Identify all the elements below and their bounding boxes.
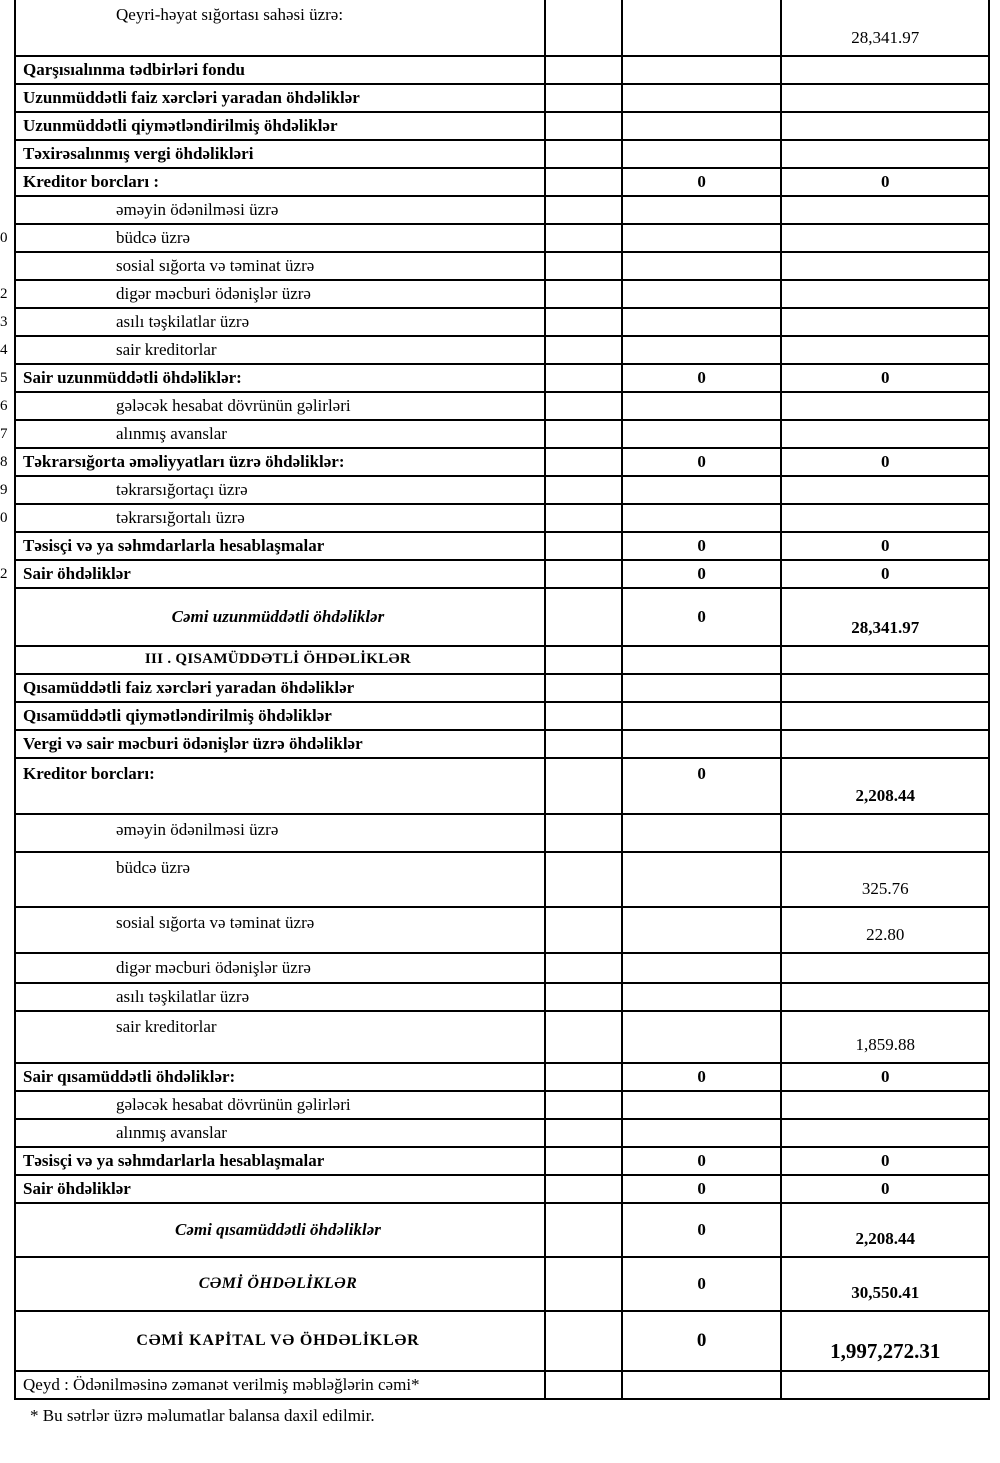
row-label: Sair öhdəliklər (16, 561, 546, 587)
table-row (16, 561, 990, 589)
row-label: təkrarsığortalı üzrə (16, 505, 546, 531)
table-row (16, 393, 990, 421)
value-column-1-cell (623, 731, 783, 757)
value-column-2-cell (782, 113, 990, 139)
value-column-1-cell (623, 0, 783, 55)
value-column-2-cell: 0 (782, 449, 990, 475)
value-column-2-cell (782, 57, 990, 83)
row-label: əməyin ödənilməsi üzrə (16, 197, 546, 223)
row-label: asılı təşkilatlar üzrə (16, 984, 546, 1010)
row-label: CƏMİ ÖHDƏLİKLƏR (16, 1258, 546, 1310)
value-column-2-cell: 30,550.41 (782, 1258, 990, 1310)
row-label: Təsisçi və ya səhmdarlarla hesablaşmalar (16, 1148, 546, 1174)
value-column-2-cell: 28,341.97 (782, 589, 990, 645)
empty-column-cell (546, 954, 623, 982)
value-column-2-cell (782, 253, 990, 279)
table-row (16, 703, 990, 731)
table-row (16, 908, 990, 954)
value-column-1-cell (623, 647, 783, 673)
table-row (16, 731, 990, 759)
value-column-2-cell (782, 225, 990, 251)
value-column-1-cell (623, 421, 783, 447)
table-row (16, 1372, 990, 1400)
value-column-2-cell: 22.80 (782, 908, 990, 952)
table-row (16, 1012, 990, 1064)
empty-column-cell (546, 113, 623, 139)
empty-column-cell (546, 365, 623, 391)
empty-column-cell (546, 759, 623, 813)
clipped-row-number: 5 (0, 370, 8, 386)
row-label: sosial sığorta və təminat üzrə (16, 908, 546, 952)
value-column-1-cell (623, 477, 783, 503)
empty-column-cell (546, 1372, 623, 1398)
value-column-1-cell (623, 853, 783, 906)
value-column-2-cell (782, 421, 990, 447)
empty-column-cell (546, 337, 623, 363)
table-row (16, 1258, 990, 1312)
value-column-1-cell (623, 57, 783, 83)
empty-column-cell (546, 731, 623, 757)
empty-column-cell (546, 984, 623, 1010)
value-column-2-cell: 0 (782, 365, 990, 391)
table-row (16, 675, 990, 703)
empty-column-cell (546, 281, 623, 307)
empty-column-cell (546, 393, 623, 419)
value-column-1-cell (623, 1092, 783, 1118)
empty-column-cell (546, 1204, 623, 1256)
empty-column-cell (546, 647, 623, 673)
clipped-row-number: 2 (0, 566, 8, 582)
table-row (16, 505, 990, 533)
value-column-1-cell (623, 505, 783, 531)
value-column-1-cell (623, 281, 783, 307)
value-column-1-cell (623, 1372, 783, 1398)
value-column-1-cell: 0 (623, 1312, 783, 1370)
table-row (16, 1204, 990, 1258)
value-column-1-cell (623, 984, 783, 1010)
empty-column-cell (546, 703, 623, 729)
table-row (16, 477, 990, 505)
table-row (16, 113, 990, 141)
clipped-row-number: 0 (0, 230, 8, 246)
clipped-row-number: 8 (0, 454, 8, 470)
table-row (16, 225, 990, 253)
empty-column-cell (546, 589, 623, 645)
clipped-row-number: 0 (0, 510, 8, 526)
row-label: Qarşısıalınma tədbirləri fondu (16, 57, 546, 83)
value-column-2-cell: 0 (782, 561, 990, 587)
empty-column-cell (546, 1092, 623, 1118)
empty-column-cell (546, 533, 623, 559)
value-column-2-cell (782, 141, 990, 167)
value-column-2-cell (782, 281, 990, 307)
empty-column-cell (546, 853, 623, 906)
value-column-1-cell (623, 393, 783, 419)
row-label: Qeyri-həyat sığortası sahəsi üzrə: (16, 0, 546, 55)
row-label: Qısamüddətli faiz xərcləri yaradan öhdəliklər (16, 675, 546, 701)
table-row (16, 647, 990, 675)
value-column-1-cell: 0 (623, 759, 783, 813)
row-label: gələcək hesabat dövrünün gəlirləri (16, 1092, 546, 1118)
value-column-2-cell: 1,859.88 (782, 1012, 990, 1062)
row-label: büdcə üzrə (16, 225, 546, 251)
table-row (16, 759, 990, 815)
value-column-2-cell (782, 984, 990, 1010)
value-column-2-cell (782, 1372, 990, 1398)
row-label: Təxirəsalınmış vergi öhdəlikləri (16, 141, 546, 167)
row-label: Sair uzunmüddətli öhdəliklər: (16, 365, 546, 391)
table-row (16, 984, 990, 1012)
value-column-2-cell (782, 337, 990, 363)
empty-column-cell (546, 1120, 623, 1146)
empty-column-cell (546, 85, 623, 111)
value-column-1-cell (623, 309, 783, 335)
row-label: sair kreditorlar (16, 1012, 546, 1062)
value-column-2-cell (782, 675, 990, 701)
value-column-1-cell: 0 (623, 449, 783, 475)
row-label: Sair öhdəliklər (16, 1176, 546, 1202)
empty-column-cell (546, 225, 623, 251)
table-row (16, 815, 990, 853)
row-label: digər məcburi ödənişlər üzrə (16, 954, 546, 982)
value-column-1-cell (623, 675, 783, 701)
empty-column-cell (546, 505, 623, 531)
row-label: sosial sığorta və təminat üzrə (16, 253, 546, 279)
value-column-2-cell (782, 954, 990, 982)
value-column-1-cell (623, 253, 783, 279)
value-column-2-cell: 0 (782, 169, 990, 195)
value-column-1-cell (623, 113, 783, 139)
clipped-row-number: 7 (0, 426, 8, 442)
table-row (16, 1312, 990, 1372)
empty-column-cell (546, 309, 623, 335)
value-column-2-cell: 0 (782, 1064, 990, 1090)
value-column-2-cell (782, 197, 990, 223)
empty-column-cell (546, 1148, 623, 1174)
clipped-row-number: 2 (0, 286, 8, 302)
empty-column-cell (546, 477, 623, 503)
row-label: büdcə üzrə (16, 853, 546, 906)
value-column-2-cell: 28,341.97 (782, 0, 990, 55)
table-row (16, 337, 990, 365)
row-label: Qısamüddətli qiymətləndirilmiş öhdəliklər (16, 703, 546, 729)
empty-column-cell (546, 1176, 623, 1202)
table-row (16, 533, 990, 561)
row-label: Təsisçi və ya səhmdarlarla hesablaşmalar (16, 533, 546, 559)
table-row (16, 57, 990, 85)
empty-column-cell (546, 0, 623, 55)
empty-column-cell (546, 421, 623, 447)
value-column-1-cell: 0 (623, 1176, 783, 1202)
row-label: CƏMİ KAPİTAL VƏ ÖHDƏLİKLƏR (16, 1312, 546, 1370)
row-label: digər məcburi ödənişlər üzrə (16, 281, 546, 307)
row-label: Cəmi qısamüddətli öhdəliklər (16, 1204, 546, 1256)
table-row (16, 253, 990, 281)
value-column-2-cell (782, 731, 990, 757)
value-column-2-cell (782, 647, 990, 673)
empty-column-cell (546, 1258, 623, 1310)
value-column-2-cell: 0 (782, 533, 990, 559)
table-row (16, 1120, 990, 1148)
value-column-2-cell: 0 (782, 1176, 990, 1202)
value-column-2-cell: 2,208.44 (782, 759, 990, 813)
value-column-1-cell (623, 1012, 783, 1062)
value-column-1-cell: 0 (623, 589, 783, 645)
table-row (16, 0, 990, 57)
table-row (16, 85, 990, 113)
table-row (16, 1176, 990, 1204)
value-column-1-cell (623, 225, 783, 251)
row-label: Sair qısamüddətli öhdəliklər: (16, 1064, 546, 1090)
row-label: gələcək hesabat dövrünün gəlirləri (16, 393, 546, 419)
value-column-1-cell (623, 141, 783, 167)
row-label: Qeyd : Ödənilməsinə zəmanət verilmiş məbləğlərin cəmi* (16, 1372, 546, 1398)
empty-column-cell (546, 675, 623, 701)
row-label: Təkrarsığorta əməliyyatları üzrə öhdəliklər: (16, 449, 546, 475)
value-column-1-cell: 0 (623, 1258, 783, 1310)
value-column-2-cell: 0 (782, 1148, 990, 1174)
value-column-1-cell: 0 (623, 1148, 783, 1174)
value-column-1-cell: 0 (623, 533, 783, 559)
empty-column-cell (546, 57, 623, 83)
table-row (16, 589, 990, 647)
empty-column-cell (546, 169, 623, 195)
table-row (16, 281, 990, 309)
footnote: * Bu sətrlər üzrə məlumatlar balansa daxil edilmir. (30, 1406, 375, 1425)
table-row (16, 1148, 990, 1176)
value-column-2-cell (782, 477, 990, 503)
value-column-2-cell (782, 1120, 990, 1146)
value-column-1-cell: 0 (623, 1204, 783, 1256)
row-label: Kreditor borcları : (16, 169, 546, 195)
table-row (16, 141, 990, 169)
table-row (16, 197, 990, 225)
value-column-2-cell: 325.76 (782, 853, 990, 906)
empty-column-cell (546, 1012, 623, 1062)
row-label: Kreditor borcları: (16, 759, 546, 813)
value-column-1-cell (623, 703, 783, 729)
table-row (16, 853, 990, 908)
clipped-row-number: 4 (0, 342, 8, 358)
empty-column-cell (546, 141, 623, 167)
table-row (16, 449, 990, 477)
value-column-1-cell (623, 815, 783, 851)
value-column-2-cell (782, 309, 990, 335)
empty-column-cell (546, 815, 623, 851)
row-label: alınmış avanslar (16, 1120, 546, 1146)
value-column-2-cell (782, 815, 990, 851)
empty-column-cell (546, 908, 623, 952)
empty-column-cell (546, 1312, 623, 1370)
row-label: III . QISAMÜDDƏTLİ ÖHDƏLİKLƏR (16, 647, 546, 673)
empty-column-cell (546, 561, 623, 587)
empty-column-cell (546, 253, 623, 279)
value-column-1-cell (623, 954, 783, 982)
row-label: asılı təşkilatlar üzrə (16, 309, 546, 335)
value-column-1-cell (623, 337, 783, 363)
value-column-2-cell: 2,208.44 (782, 1204, 990, 1256)
row-label: Cəmi uzunmüddətli öhdəliklər (16, 589, 546, 645)
table-row (16, 365, 990, 393)
row-label: Uzunmüddətli faiz xərcləri yaradan öhdəliklər (16, 85, 546, 111)
clipped-row-number: 6 (0, 398, 8, 414)
value-column-2-cell (782, 85, 990, 111)
table-row (16, 1064, 990, 1092)
row-label: Uzunmüddətli qiymətləndirilmiş öhdəliklər (16, 113, 546, 139)
value-column-1-cell (623, 85, 783, 111)
table-row (16, 169, 990, 197)
value-column-2-cell: 1,997,272.31 (782, 1312, 990, 1370)
value-column-1-cell: 0 (623, 1064, 783, 1090)
value-column-2-cell (782, 505, 990, 531)
value-column-2-cell (782, 703, 990, 729)
row-label: təkrarsığortaçı üzrə (16, 477, 546, 503)
value-column-1-cell: 0 (623, 561, 783, 587)
row-label: alınmış avanslar (16, 421, 546, 447)
value-column-2-cell (782, 393, 990, 419)
empty-column-cell (546, 1064, 623, 1090)
value-column-1-cell (623, 197, 783, 223)
empty-column-cell (546, 449, 623, 475)
clipped-row-number: 3 (0, 314, 8, 330)
table-row (16, 1092, 990, 1120)
value-column-1-cell: 0 (623, 365, 783, 391)
value-column-1-cell (623, 1120, 783, 1146)
table-row (16, 421, 990, 449)
liabilities-table (14, 0, 990, 1400)
value-column-2-cell (782, 1092, 990, 1118)
row-label: Vergi və sair məcburi ödənişlər üzrə öhdəliklər (16, 731, 546, 757)
table-row (16, 954, 990, 984)
value-column-1-cell: 0 (623, 169, 783, 195)
clipped-row-number: 9 (0, 482, 8, 498)
row-label: sair kreditorlar (16, 337, 546, 363)
row-label: əməyin ödənilməsi üzrə (16, 815, 546, 851)
value-column-1-cell (623, 908, 783, 952)
table-row (16, 309, 990, 337)
empty-column-cell (546, 197, 623, 223)
